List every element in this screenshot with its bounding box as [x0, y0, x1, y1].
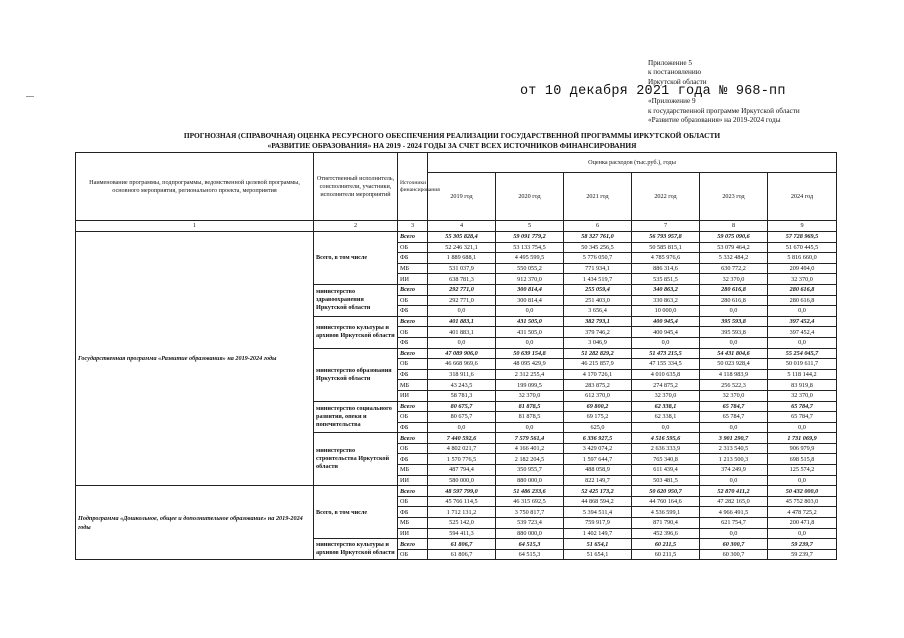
- value-cell: 4 966 491,5: [700, 507, 768, 518]
- value-cell: 4 010 635,8: [632, 369, 700, 380]
- value-cell: 46 315 692,5: [496, 496, 564, 507]
- value-cell: 880 000,0: [496, 475, 564, 486]
- column-number: 9: [768, 221, 837, 232]
- value-cell: 3 429 074,2: [564, 443, 632, 454]
- value-cell: 594 411,3: [428, 528, 496, 539]
- value-cell: 62 338,1: [632, 401, 700, 412]
- value-cell: 60 300,7: [700, 539, 768, 550]
- value-cell: 81 878,5: [496, 412, 564, 423]
- value-cell: 0,0: [428, 422, 496, 433]
- value-cell: 2 182 204,5: [496, 454, 564, 465]
- value-cell: 251 403,0: [564, 295, 632, 306]
- table-row: [76, 486, 837, 497]
- source-cell: ФБ: [398, 253, 428, 264]
- executor-name: министерство здравоохранения Иркутской области: [314, 284, 398, 316]
- value-cell: 0,0: [768, 528, 837, 539]
- value-cell: 48 597 799,0: [428, 486, 496, 497]
- source-cell: МБ: [398, 518, 428, 529]
- header-source: Источники финансирования: [398, 153, 428, 221]
- value-cell: 531 037,9: [428, 263, 496, 274]
- value-cell: 550 055,2: [496, 263, 564, 274]
- value-cell: 51 282 829,2: [564, 348, 632, 359]
- value-cell: 0,0: [700, 528, 768, 539]
- value-cell: 871 790,4: [632, 518, 700, 529]
- value-cell: 5 332 484,2: [700, 253, 768, 264]
- value-cell: 51 654,1: [564, 549, 632, 560]
- value-cell: 0,0: [700, 422, 768, 433]
- value-cell: 53 079 464,2: [700, 242, 768, 253]
- executor-name: Всего, в том числе: [314, 486, 398, 539]
- value-cell: 503 481,5: [632, 475, 700, 486]
- value-cell: 280 616,8: [768, 284, 837, 295]
- value-cell: 880 000,0: [496, 528, 564, 539]
- decree-stamp: от 10 декабря 2021 года № 968-пп: [520, 84, 786, 99]
- appendix-line: Иркутской области: [648, 77, 707, 86]
- value-cell: 0,0: [632, 422, 700, 433]
- source-cell: ФБ: [398, 507, 428, 518]
- value-cell: 4 516 595,6: [632, 433, 700, 444]
- value-cell: 1 434 519,7: [564, 274, 632, 285]
- source-cell: Всего: [398, 401, 428, 412]
- value-cell: 209 494,0: [768, 263, 837, 274]
- value-cell: 65 784,7: [768, 401, 837, 412]
- value-cell: 1 712 131,2: [428, 507, 496, 518]
- value-cell: 3 656,4: [564, 306, 632, 317]
- value-cell: 5 118 144,2: [768, 369, 837, 380]
- value-cell: 638 781,3: [428, 274, 496, 285]
- value-cell: 45 766 114,5: [428, 496, 496, 507]
- value-cell: 765 340,8: [632, 454, 700, 465]
- value-cell: 5 816 660,0: [768, 253, 837, 264]
- value-cell: 65 784,7: [700, 412, 768, 423]
- value-cell: 7 579 561,4: [496, 433, 564, 444]
- value-cell: 59 239,7: [768, 539, 837, 550]
- value-cell: 69 175,2: [564, 412, 632, 423]
- value-cell: 1 570 776,5: [428, 454, 496, 465]
- value-cell: 395 593,8: [700, 327, 768, 338]
- value-cell: 10 000,0: [632, 306, 700, 317]
- header-year: 2022 год: [632, 173, 700, 221]
- value-cell: 54 431 804,6: [700, 348, 768, 359]
- value-cell: 50 019 611,7: [768, 359, 837, 370]
- source-cell: ОБ: [398, 496, 428, 507]
- source-cell: ФБ: [398, 306, 428, 317]
- value-cell: 2 636 333,9: [632, 443, 700, 454]
- value-cell: 401 883,1: [428, 327, 496, 338]
- value-cell: 4 495 599,5: [496, 253, 564, 264]
- header-year: 2021 год: [564, 173, 632, 221]
- value-cell: 0,0: [632, 337, 700, 348]
- column-number: 3: [398, 221, 428, 232]
- value-cell: 431 505,0: [496, 316, 564, 327]
- source-cell: МБ: [398, 465, 428, 476]
- value-cell: 44 760 164,6: [632, 496, 700, 507]
- value-cell: 81 878,5: [496, 401, 564, 412]
- value-cell: 822 149,7: [564, 475, 632, 486]
- value-cell: 0,0: [700, 306, 768, 317]
- value-cell: 1 597 644,7: [564, 454, 632, 465]
- source-cell: ОБ: [398, 295, 428, 306]
- source-cell: ИИ: [398, 274, 428, 285]
- column-number: 1: [76, 221, 314, 232]
- title-line: «РАЗВИТИЕ ОБРАЗОВАНИЯ» НА 2019 - 2024 ГОДЫ ЗА СЧЕТ ВСЕХ ИСТОЧНИКОВ ФИНАНСИРОВАНИЯ: [267, 141, 637, 150]
- value-cell: 397 452,4: [768, 316, 837, 327]
- value-cell: 488 058,9: [564, 465, 632, 476]
- value-cell: 80 675,7: [428, 412, 496, 423]
- value-cell: 52 246 321,1: [428, 242, 496, 253]
- value-cell: 83 919,8: [768, 380, 837, 391]
- value-cell: 255 059,4: [564, 284, 632, 295]
- source-cell: МБ: [398, 380, 428, 391]
- value-cell: 886 314,6: [632, 263, 700, 274]
- value-cell: 4 536 599,1: [632, 507, 700, 518]
- value-cell: 55 305 828,4: [428, 232, 496, 243]
- source-cell: ИИ: [398, 528, 428, 539]
- margin-mark: [26, 96, 34, 97]
- value-cell: 5 394 511,4: [564, 507, 632, 518]
- appendix-line: «Приложение 9: [648, 97, 696, 106]
- column-number: 7: [632, 221, 700, 232]
- value-cell: 52 425 173,2: [564, 486, 632, 497]
- value-cell: 4 785 976,6: [632, 253, 700, 264]
- value-cell: 64 515,3: [496, 549, 564, 560]
- executor-name: Всего, в том числе: [314, 232, 398, 285]
- source-cell: Всего: [398, 232, 428, 243]
- value-cell: 60 211,5: [632, 539, 700, 550]
- source-cell: Всего: [398, 539, 428, 550]
- executor-name: министерство строительства Иркутской области: [314, 433, 398, 486]
- value-cell: 580 000,0: [428, 475, 496, 486]
- value-cell: 47 155 334,5: [632, 359, 700, 370]
- value-cell: 280 616,8: [768, 295, 837, 306]
- executor-name: министерство культуры и архивов Иркутской области: [314, 539, 398, 560]
- value-cell: 621 754,7: [700, 518, 768, 529]
- value-cell: 46 215 857,9: [564, 359, 632, 370]
- value-cell: 51 486 233,6: [496, 486, 564, 497]
- appendix-line: «Развитие образования» на 2019-2024 годы: [648, 116, 781, 125]
- value-cell: 1 213 500,3: [700, 454, 768, 465]
- value-cell: 32 370,0: [632, 390, 700, 401]
- value-cell: 47 089 906,0: [428, 348, 496, 359]
- value-cell: 80 675,7: [428, 401, 496, 412]
- value-cell: 0,0: [768, 475, 837, 486]
- value-cell: 0,0: [428, 337, 496, 348]
- value-cell: 50 585 815,1: [632, 242, 700, 253]
- value-cell: 274 875,2: [632, 380, 700, 391]
- executor-name: министерство социального развития, опеки и попечительства: [314, 401, 398, 433]
- value-cell: 340 863,2: [632, 284, 700, 295]
- title-line: ПРОГНОЗНАЯ (СПРАВОЧНАЯ) ОЦЕНКА РЕСУРСНОГО ОБЕСПЕЧЕНИЯ РЕАЛИЗАЦИИ ГОСУДАРСТВЕННОЙ ПРОГРАММЫ ИРКУТСКОЙ ОБЛАСТИ: [183, 131, 721, 140]
- value-cell: 4 802 021,7: [428, 443, 496, 454]
- value-cell: 200 471,8: [768, 518, 837, 529]
- value-cell: 630 772,2: [700, 263, 768, 274]
- value-cell: 7 440 592,6: [428, 433, 496, 444]
- value-cell: 698 515,8: [768, 454, 837, 465]
- value-cell: 32 370,0: [768, 274, 837, 285]
- value-cell: 0,0: [496, 422, 564, 433]
- source-cell: Всего: [398, 316, 428, 327]
- column-number: 6: [564, 221, 632, 232]
- executor-name: министерство культуры и архивов Иркутской области: [314, 316, 398, 348]
- source-cell: МБ: [398, 263, 428, 274]
- value-cell: 401 883,1: [428, 316, 496, 327]
- value-cell: 60 211,5: [632, 549, 700, 560]
- value-cell: 32 370,0: [700, 390, 768, 401]
- column-number: 5: [496, 221, 564, 232]
- value-cell: 50 345 256,5: [564, 242, 632, 253]
- value-cell: 452 396,6: [632, 528, 700, 539]
- document-title: [0, 131, 904, 151]
- value-cell: 292 771,0: [428, 284, 496, 295]
- value-cell: 0,0: [496, 337, 564, 348]
- source-cell: Всего: [398, 284, 428, 295]
- value-cell: 53 133 754,5: [496, 242, 564, 253]
- source-cell: ОБ: [398, 443, 428, 454]
- value-cell: 125 574,2: [768, 465, 837, 476]
- executor-name: министерство образования Иркутской области: [314, 348, 398, 401]
- program-name: Подпрограмма «Дошкольное, общее и дополнительное образование» на 2019-2024 годы: [76, 486, 314, 560]
- value-cell: 59 239,7: [768, 549, 837, 560]
- value-cell: 3 901 290,7: [700, 433, 768, 444]
- appendix-line: к государственной программе Иркутской области: [648, 106, 800, 115]
- source-cell: ОБ: [398, 359, 428, 370]
- value-cell: 318 911,6: [428, 369, 496, 380]
- source-cell: ФБ: [398, 369, 428, 380]
- value-cell: 6 336 927,5: [564, 433, 632, 444]
- value-cell: 0,0: [768, 422, 837, 433]
- value-cell: 50 432 000,0: [768, 486, 837, 497]
- header-year: 2023 год: [700, 173, 768, 221]
- value-cell: 47 282 165,0: [700, 496, 768, 507]
- value-cell: 2 312 255,4: [496, 369, 564, 380]
- table-body: [76, 232, 837, 560]
- value-cell: 55 254 045,7: [768, 348, 837, 359]
- value-cell: 0,0: [768, 306, 837, 317]
- value-cell: 199 099,5: [496, 380, 564, 391]
- value-cell: 32 370,0: [768, 390, 837, 401]
- value-cell: 292 771,0: [428, 295, 496, 306]
- value-cell: 2 313 540,5: [700, 443, 768, 454]
- value-cell: 4 170 726,1: [564, 369, 632, 380]
- value-cell: 379 746,2: [564, 327, 632, 338]
- value-cell: 374 249,9: [700, 465, 768, 476]
- value-cell: 906 979,9: [768, 443, 837, 454]
- value-cell: 539 723,4: [496, 518, 564, 529]
- value-cell: 51 473 215,5: [632, 348, 700, 359]
- source-cell: Всего: [398, 486, 428, 497]
- value-cell: 69 800,2: [564, 401, 632, 412]
- column-number: 8: [700, 221, 768, 232]
- value-cell: 0,0: [700, 337, 768, 348]
- value-cell: 51 654,1: [564, 539, 632, 550]
- value-cell: 759 917,9: [564, 518, 632, 529]
- value-cell: 0,0: [768, 337, 837, 348]
- value-cell: 0,0: [496, 306, 564, 317]
- value-cell: 45 752 803,0: [768, 496, 837, 507]
- source-cell: ОБ: [398, 242, 428, 253]
- value-cell: 1 889 688,1: [428, 253, 496, 264]
- value-cell: 50 639 154,8: [496, 348, 564, 359]
- value-cell: 4 478 725,2: [768, 507, 837, 518]
- value-cell: 771 934,1: [564, 263, 632, 274]
- value-cell: 65 784,7: [768, 412, 837, 423]
- program-name: Государственная программа «Развитие образования» на 2019-2024 годы: [76, 232, 314, 486]
- source-cell: Всего: [398, 433, 428, 444]
- value-cell: 300 814,4: [496, 295, 564, 306]
- source-cell: ИИ: [398, 390, 428, 401]
- value-cell: 5 776 050,7: [564, 253, 632, 264]
- source-cell: ОБ: [398, 549, 428, 560]
- header-estimate: Оценка расходов (тыс.руб.), годы: [428, 153, 837, 173]
- value-cell: 395 593,8: [700, 316, 768, 327]
- value-cell: 280 616,8: [700, 295, 768, 306]
- value-cell: 64 515,3: [496, 539, 564, 550]
- header-year: 2019 год: [428, 173, 496, 221]
- column-number: 2: [314, 221, 398, 232]
- header-year: 2020 год: [496, 173, 564, 221]
- value-cell: 50 620 950,7: [632, 486, 700, 497]
- value-cell: 59 091 779,2: [496, 232, 564, 243]
- value-cell: 44 868 594,2: [564, 496, 632, 507]
- funding-table: [75, 152, 837, 560]
- value-cell: 280 616,8: [700, 284, 768, 295]
- value-cell: 611 439,4: [632, 465, 700, 476]
- value-cell: 535 851,5: [632, 274, 700, 285]
- value-cell: 32 370,0: [700, 274, 768, 285]
- value-cell: 0,0: [700, 475, 768, 486]
- value-cell: 400 945,4: [632, 327, 700, 338]
- value-cell: 58 781,3: [428, 390, 496, 401]
- header-executor: Ответственный исполнитель, соисполнители, участники, исполнители мероприятий: [314, 153, 398, 221]
- value-cell: 256 522,3: [700, 380, 768, 391]
- value-cell: 625,0: [564, 422, 632, 433]
- source-cell: ФБ: [398, 422, 428, 433]
- source-cell: Всего: [398, 348, 428, 359]
- value-cell: 43 243,5: [428, 380, 496, 391]
- value-cell: 56 793 957,8: [632, 232, 700, 243]
- value-cell: 61 806,7: [428, 539, 496, 550]
- source-cell: ОБ: [398, 412, 428, 423]
- value-cell: 60 300,7: [700, 549, 768, 560]
- value-cell: 50 023 928,4: [700, 359, 768, 370]
- value-cell: 3 046,9: [564, 337, 632, 348]
- value-cell: 4 166 401,2: [496, 443, 564, 454]
- value-cell: 4 118 983,9: [700, 369, 768, 380]
- value-cell: 612 370,0: [564, 390, 632, 401]
- value-cell: 52 870 411,2: [700, 486, 768, 497]
- value-cell: 400 945,4: [632, 316, 700, 327]
- value-cell: 32 370,0: [496, 390, 564, 401]
- value-cell: 300 814,4: [496, 284, 564, 295]
- header-name: Наименование программы, подпрограммы, ведомственной целевой программы, основного мероприятия, регионального проекта, мероприятия: [76, 153, 314, 221]
- column-number: 4: [428, 221, 496, 232]
- value-cell: 487 794,4: [428, 465, 496, 476]
- value-cell: 48 095 429,9: [496, 359, 564, 370]
- value-cell: 3 750 817,7: [496, 507, 564, 518]
- value-cell: 1 731 069,9: [768, 433, 837, 444]
- appendix-line: Приложение 5: [648, 59, 692, 67]
- value-cell: 61 806,7: [428, 549, 496, 560]
- value-cell: 46 668 969,6: [428, 359, 496, 370]
- source-cell: ФБ: [398, 454, 428, 465]
- value-cell: 58 327 761,0: [564, 232, 632, 243]
- value-cell: 0,0: [428, 306, 496, 317]
- source-cell: ФБ: [398, 337, 428, 348]
- value-cell: 59 075 090,6: [700, 232, 768, 243]
- value-cell: 350 955,7: [496, 465, 564, 476]
- value-cell: 283 875,2: [564, 380, 632, 391]
- value-cell: 912 370,0: [496, 274, 564, 285]
- value-cell: 62 338,1: [632, 412, 700, 423]
- table-row: [76, 232, 837, 243]
- value-cell: 65 784,7: [700, 401, 768, 412]
- header-year: 2024 год: [768, 173, 837, 221]
- value-cell: 51 670 445,5: [768, 242, 837, 253]
- value-cell: 382 793,1: [564, 316, 632, 327]
- value-cell: 57 728 969,5: [768, 232, 837, 243]
- value-cell: 397 452,4: [768, 327, 837, 338]
- source-cell: ОБ: [398, 327, 428, 338]
- value-cell: 1 402 149,7: [564, 528, 632, 539]
- appendix-note: [520, 59, 800, 125]
- appendix-line: к постановлению: [648, 68, 702, 77]
- value-cell: 525 142,0: [428, 518, 496, 529]
- value-cell: 431 505,0: [496, 327, 564, 338]
- value-cell: 330 863,2: [632, 295, 700, 306]
- source-cell: ИИ: [398, 475, 428, 486]
